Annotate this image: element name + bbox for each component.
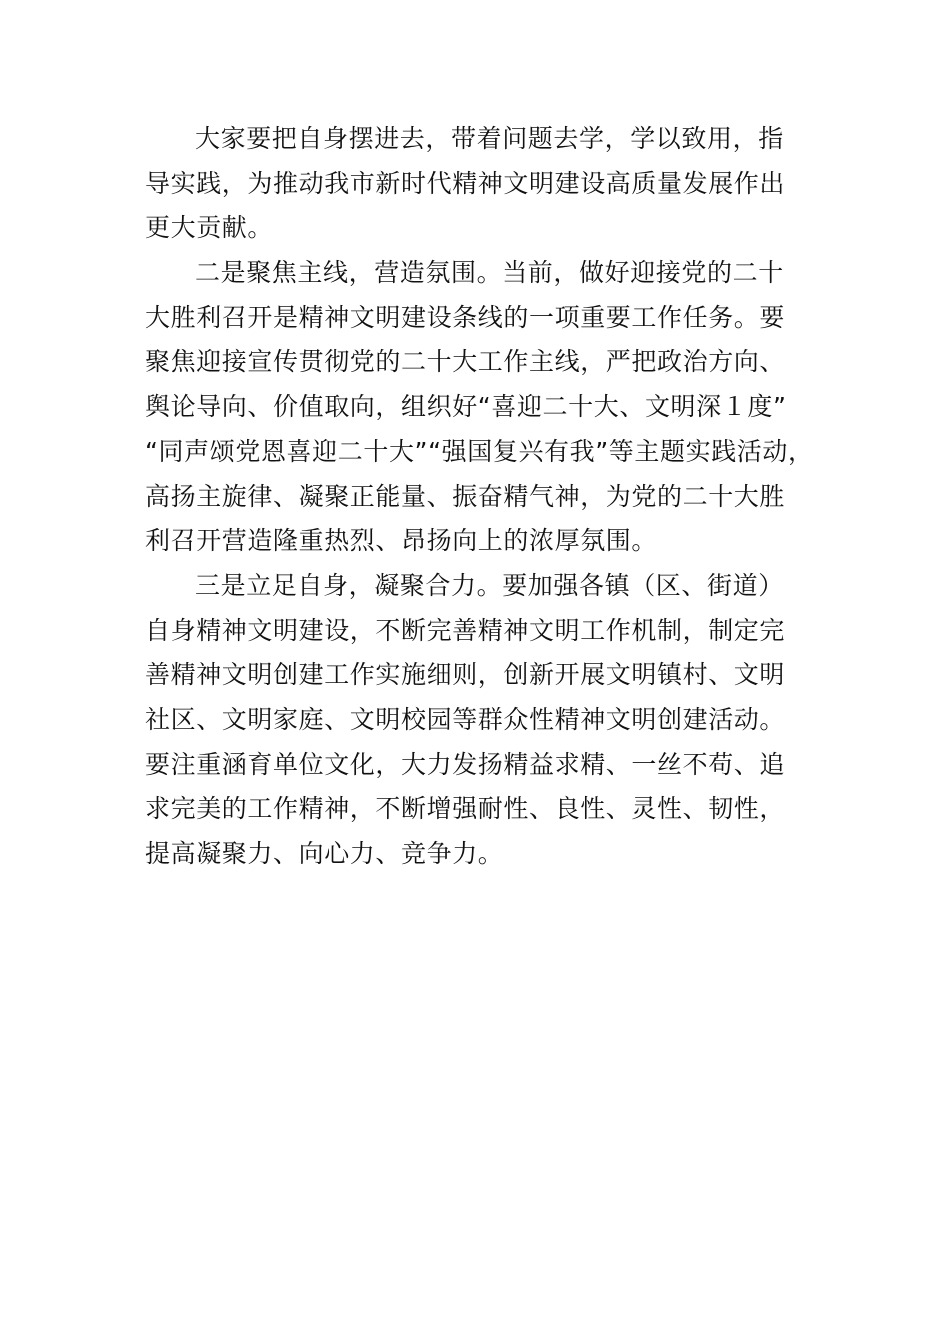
paragraph-line: 大胜利召开是精神文明建设条线的一项重要工作任务。要 [145,302,786,332]
paragraph-2 [145,251,814,564]
paragraph-line: 导实践，为推动我市新时代精神文明建设高质量发展作出 [145,168,786,198]
paragraph-line: 二是聚焦主线，营造氛围。当前，做好迎接党的二十 [195,258,784,288]
paragraph-line: “同声颂党恩喜迎二十大”“强国复兴有我”等主题实践活动， [145,436,814,466]
paragraph-line: 自身精神文明建设，不断完善精神文明工作机制，制定完 [145,615,786,645]
paragraph-line: 大家要把自身摆进去，带着问题去学，学以致用，指 [195,124,784,153]
paragraph-line: 高扬主旋律、凝聚正能量、振奋精气神，为党的二十大胜 [145,481,786,511]
paragraph-line: 更大贡献。 [145,213,274,243]
paragraph-line: 提高凝聚力、向心力、竞争力。 [145,839,504,868]
paragraph-line: 善精神文明创建工作实施细则，创新开展文明镇村、文明 [145,660,786,690]
paragraph-line: 社区、文明家庭、文明校园等群众性精神文明创建活动。 [145,704,786,734]
paragraph-line: 要注重涵育单位文化，大力发扬精益求精、一丝不苟、追 [145,749,786,779]
document-body [145,117,814,877]
paragraph-line: 三是立足自身，凝聚合力。要加强各镇（区、街道） [195,570,784,600]
paragraph-line: 聚焦迎接宣传贯彻党的二十大工作主线，严把政治方向、 [145,347,786,377]
paragraph-3 [145,564,810,877]
paragraph-line: 利召开营造隆重热烈、昂扬向上的浓厚氛围。 [145,526,658,556]
paragraph-line: 求完美的工作精神，不断增强耐性、良性、灵性、韧性， [145,794,786,824]
paragraph-1 [145,117,810,251]
paragraph-line: 舆论导向、价值取向，组织好“喜迎二十大、文明深１度” [145,392,787,422]
